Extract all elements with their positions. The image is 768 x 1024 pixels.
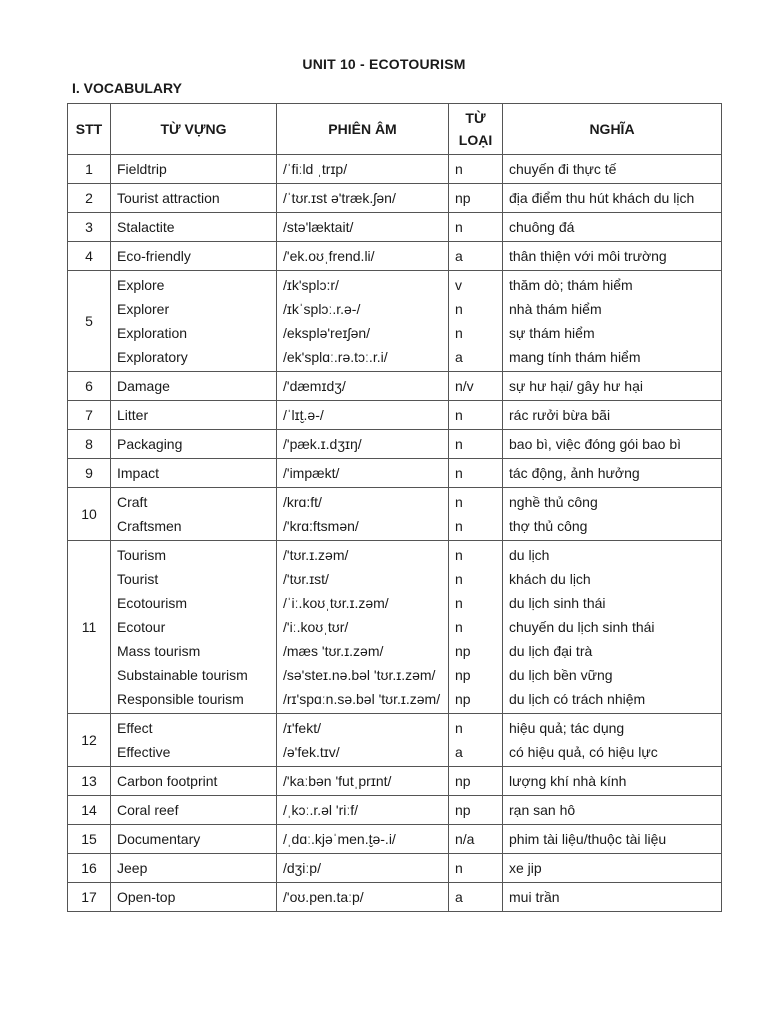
pos-cell bbox=[449, 767, 503, 796]
table-header-row bbox=[68, 104, 722, 155]
table-row bbox=[68, 430, 722, 459]
meaning-cell bbox=[503, 242, 722, 271]
pos-line: np bbox=[455, 802, 471, 818]
meaning-line: nhà thám hiểm bbox=[509, 301, 602, 317]
word-line: Litter bbox=[117, 407, 149, 423]
pos-cell bbox=[449, 488, 503, 541]
word-cell bbox=[111, 488, 277, 541]
pos-line: n bbox=[455, 219, 463, 235]
word-line: Tourist bbox=[117, 571, 159, 587]
ipa-cell bbox=[277, 541, 449, 714]
word-cell bbox=[111, 541, 277, 714]
meaning-line: địa điểm thu hút khách du lịch bbox=[509, 190, 695, 206]
pos-line: n bbox=[455, 619, 463, 635]
word-cell bbox=[111, 796, 277, 825]
table-row bbox=[68, 459, 722, 488]
stt-cell: 8 bbox=[68, 430, 111, 459]
table-row bbox=[68, 213, 722, 242]
header-pos bbox=[449, 104, 503, 155]
meaning-line: du lịch có trách nhiệm bbox=[509, 691, 646, 707]
ipa-cell bbox=[277, 767, 449, 796]
pos-line: np bbox=[455, 667, 471, 683]
stt-cell: 3 bbox=[68, 213, 111, 242]
word-cell bbox=[111, 184, 277, 213]
ipa-line: /krɑ:ft/ bbox=[283, 494, 322, 510]
meaning-line: mui trần bbox=[509, 889, 560, 905]
pos-line: np bbox=[455, 190, 471, 206]
word-line: Ecotour bbox=[117, 619, 166, 635]
word-line: Exploratory bbox=[117, 349, 188, 365]
stt-cell: 14 bbox=[68, 796, 111, 825]
word-line: Coral reef bbox=[117, 802, 179, 818]
ipa-cell bbox=[277, 430, 449, 459]
ipa-cell bbox=[277, 459, 449, 488]
ipa-line: /rɪ'spɑːn.sə.bəl 'tʊr.ɪ.zəm/ bbox=[283, 691, 441, 707]
word-line: Packaging bbox=[117, 436, 183, 452]
meaning-line: thợ thủ công bbox=[509, 518, 588, 534]
ipa-line: /'tʊr.ɪst/ bbox=[283, 571, 329, 587]
header-pos-line2: LOẠI bbox=[458, 132, 493, 148]
meaning-line: chuyến du lịch sinh thái bbox=[509, 619, 655, 635]
meaning-line: chuông đá bbox=[509, 219, 575, 235]
pos-line: a bbox=[455, 744, 463, 760]
table-row bbox=[68, 541, 722, 714]
word-line: Damage bbox=[117, 378, 170, 394]
ipa-line: /'iː.koʊˌtʊr/ bbox=[283, 619, 349, 635]
meaning-line: thăm dò; thám hiểm bbox=[509, 277, 633, 293]
word-line: Tourist attraction bbox=[117, 190, 220, 206]
ipa-line: /'pæk.ɪ.dʒɪŋ/ bbox=[283, 436, 362, 452]
stt-cell: 15 bbox=[68, 825, 111, 854]
word-line: Craft bbox=[117, 494, 148, 510]
stt-cell: 10 bbox=[68, 488, 111, 541]
word-line: Responsible tourism bbox=[117, 691, 244, 707]
word-cell bbox=[111, 459, 277, 488]
meaning-line: chuyến đi thực tế bbox=[509, 161, 617, 177]
ipa-line: /ˈtʊr.ɪst ə'træk.ʃən/ bbox=[283, 190, 396, 206]
vocabulary-table bbox=[67, 103, 722, 912]
meaning-line: bao bì, việc đóng gói bao bì bbox=[509, 436, 682, 452]
pos-cell bbox=[449, 213, 503, 242]
word-line: Explorer bbox=[117, 301, 170, 317]
pos-line: n bbox=[455, 161, 463, 177]
word-cell bbox=[111, 213, 277, 242]
word-line: Stalactite bbox=[117, 219, 175, 235]
ipa-cell bbox=[277, 271, 449, 372]
meaning-line: khách du lịch bbox=[509, 571, 591, 587]
ipa-cell bbox=[277, 714, 449, 767]
word-line: Ecotourism bbox=[117, 595, 188, 611]
word-cell bbox=[111, 430, 277, 459]
word-cell bbox=[111, 242, 277, 271]
pos-cell bbox=[449, 155, 503, 184]
meaning-cell bbox=[503, 401, 722, 430]
word-line: Mass tourism bbox=[117, 643, 201, 659]
ipa-line: /ˈiː.koʊˌtʊr.ɪ.zəm/ bbox=[283, 595, 389, 611]
word-line: Jeep bbox=[117, 860, 148, 876]
meaning-cell bbox=[503, 213, 722, 242]
section-heading: I. VOCABULARY bbox=[72, 80, 182, 96]
meaning-line: rác rưởi bừa bãi bbox=[509, 407, 611, 423]
stt-cell: 16 bbox=[68, 854, 111, 883]
table-row bbox=[68, 825, 722, 854]
ipa-line: /ɪk'splɔ:r/ bbox=[283, 277, 339, 293]
table-row bbox=[68, 488, 722, 541]
meaning-line: thân thiện với môi trường bbox=[509, 248, 667, 264]
meaning-cell bbox=[503, 854, 722, 883]
stt-cell: 4 bbox=[68, 242, 111, 271]
meaning-line: sự thám hiểm bbox=[509, 325, 595, 341]
stt-cell: 2 bbox=[68, 184, 111, 213]
pos-cell bbox=[449, 401, 503, 430]
word-cell bbox=[111, 271, 277, 372]
ipa-line: /'impækt/ bbox=[283, 465, 340, 481]
ipa-cell bbox=[277, 372, 449, 401]
ipa-line: /'krɑ:ftsmən/ bbox=[283, 518, 359, 534]
header-ipa: PHIÊN ÂM bbox=[277, 104, 449, 155]
meaning-cell bbox=[503, 767, 722, 796]
stt-cell: 11 bbox=[68, 541, 111, 714]
pos-cell bbox=[449, 825, 503, 854]
pos-line: n bbox=[455, 547, 463, 563]
pos-line: n bbox=[455, 518, 463, 534]
ipa-line: /mæs 'tʊr.ɪ.zəm/ bbox=[283, 643, 384, 659]
meaning-line: du lịch sinh thái bbox=[509, 595, 606, 611]
word-cell bbox=[111, 825, 277, 854]
pos-cell bbox=[449, 796, 503, 825]
meaning-cell bbox=[503, 488, 722, 541]
meaning-cell bbox=[503, 184, 722, 213]
pos-cell bbox=[449, 459, 503, 488]
table-row bbox=[68, 883, 722, 912]
meaning-cell bbox=[503, 372, 722, 401]
table-row bbox=[68, 401, 722, 430]
header-stt: STT bbox=[68, 104, 111, 155]
ipa-cell bbox=[277, 488, 449, 541]
meaning-line: xe jip bbox=[509, 860, 542, 876]
ipa-line: /ɪkˈsplɔː.r.ə-/ bbox=[283, 301, 361, 317]
ipa-cell bbox=[277, 401, 449, 430]
pos-cell bbox=[449, 854, 503, 883]
pos-line: n bbox=[455, 301, 463, 317]
ipa-line: /eksplə'reɪʃən/ bbox=[283, 325, 371, 341]
table-row bbox=[68, 242, 722, 271]
word-cell bbox=[111, 767, 277, 796]
word-line: Explore bbox=[117, 277, 165, 293]
meaning-cell bbox=[503, 155, 722, 184]
pos-line: n bbox=[455, 436, 463, 452]
pos-line: a bbox=[455, 889, 463, 905]
pos-cell bbox=[449, 242, 503, 271]
table-row bbox=[68, 854, 722, 883]
word-line: Tourism bbox=[117, 547, 167, 563]
meaning-line: phim tài liệu/thuộc tài liệu bbox=[509, 831, 667, 847]
meaning-cell bbox=[503, 541, 722, 714]
ipa-line: /'ek.oʊˌfrend.li/ bbox=[283, 248, 375, 264]
stt-cell: 9 bbox=[68, 459, 111, 488]
stt-cell: 7 bbox=[68, 401, 111, 430]
word-cell bbox=[111, 155, 277, 184]
word-line: Effective bbox=[117, 744, 171, 760]
meaning-line: có hiệu quả, có hiệu lực bbox=[509, 744, 658, 760]
word-line: Eco-friendly bbox=[117, 248, 191, 264]
meaning-cell bbox=[503, 825, 722, 854]
pos-line: n bbox=[455, 720, 463, 736]
pos-line: np bbox=[455, 643, 471, 659]
ipa-line: /'tʊr.ɪ.zəm/ bbox=[283, 547, 349, 563]
table-row bbox=[68, 155, 722, 184]
word-cell bbox=[111, 883, 277, 912]
table-row bbox=[68, 372, 722, 401]
ipa-line: /ek'splɑː.rə.tɔː.r.i/ bbox=[283, 349, 388, 365]
ipa-cell bbox=[277, 213, 449, 242]
word-line: Documentary bbox=[117, 831, 201, 847]
meaning-line: du lịch bền vững bbox=[509, 667, 613, 683]
table-row bbox=[68, 767, 722, 796]
word-cell bbox=[111, 854, 277, 883]
pos-line: n bbox=[455, 860, 463, 876]
meaning-line: tác động, ảnh hưởng bbox=[509, 465, 640, 481]
word-cell bbox=[111, 372, 277, 401]
word-line: Craftsmen bbox=[117, 518, 182, 534]
ipa-line: /sə'steɪ.nə.bəl 'tʊr.ɪ.zəm/ bbox=[283, 667, 436, 683]
table-body bbox=[68, 155, 722, 912]
ipa-line: /'oʊ.pen.taːp/ bbox=[283, 889, 364, 905]
word-line: Carbon footprint bbox=[117, 773, 218, 789]
pos-line: n bbox=[455, 325, 463, 341]
pos-cell bbox=[449, 430, 503, 459]
ipa-line: /'kaːbən 'futˌprɪnt/ bbox=[283, 773, 392, 789]
pos-line: a bbox=[455, 349, 463, 365]
pos-cell bbox=[449, 883, 503, 912]
word-line: Substainable tourism bbox=[117, 667, 248, 683]
pos-line: n bbox=[455, 407, 463, 423]
pos-line: np bbox=[455, 773, 471, 789]
meaning-cell bbox=[503, 459, 722, 488]
word-line: Open-top bbox=[117, 889, 176, 905]
word-cell bbox=[111, 714, 277, 767]
ipa-line: /stə'læktait/ bbox=[283, 219, 354, 235]
table-row bbox=[68, 796, 722, 825]
stt-cell: 12 bbox=[68, 714, 111, 767]
pos-line: n bbox=[455, 571, 463, 587]
page-title: UNIT 10 - ECOTOURISM bbox=[302, 56, 466, 72]
meaning-line: nghề thủ công bbox=[509, 494, 598, 510]
meaning-line: lượng khí nhà kính bbox=[509, 773, 627, 789]
pos-cell bbox=[449, 271, 503, 372]
stt-cell: 1 bbox=[68, 155, 111, 184]
pos-cell bbox=[449, 714, 503, 767]
ipa-cell bbox=[277, 242, 449, 271]
meaning-cell bbox=[503, 883, 722, 912]
pos-line: np bbox=[455, 691, 471, 707]
pos-cell bbox=[449, 541, 503, 714]
pos-line: n bbox=[455, 465, 463, 481]
meaning-line: mang tính thám hiểm bbox=[509, 349, 641, 365]
ipa-cell bbox=[277, 854, 449, 883]
ipa-line: /ˈlɪt̬.ə-/ bbox=[283, 407, 324, 423]
header-pos-line1: TỪ bbox=[465, 110, 486, 126]
meaning-line: rạn san hô bbox=[509, 802, 576, 818]
word-line: Exploration bbox=[117, 325, 188, 341]
table-row bbox=[68, 184, 722, 213]
pos-line: n/v bbox=[455, 378, 474, 394]
pos-cell bbox=[449, 184, 503, 213]
word-cell bbox=[111, 401, 277, 430]
table-row bbox=[68, 714, 722, 767]
pos-line: a bbox=[455, 248, 463, 264]
ipa-cell bbox=[277, 825, 449, 854]
word-line: Effect bbox=[117, 720, 153, 736]
ipa-cell bbox=[277, 796, 449, 825]
ipa-line: /ə'fek.tɪv/ bbox=[283, 744, 340, 760]
stt-cell: 13 bbox=[68, 767, 111, 796]
table-row bbox=[68, 271, 722, 372]
stt-cell: 6 bbox=[68, 372, 111, 401]
pos-cell bbox=[449, 372, 503, 401]
header-word: TỪ VỰNG bbox=[111, 104, 277, 155]
ipa-line: /ɪ'fekt/ bbox=[283, 720, 322, 736]
ipa-cell bbox=[277, 883, 449, 912]
ipa-cell bbox=[277, 184, 449, 213]
meaning-cell bbox=[503, 714, 722, 767]
ipa-line: /ˌkɔː.r.əl 'riːf/ bbox=[283, 802, 359, 818]
ipa-line: /ˈfiːld ˌtrɪp/ bbox=[283, 161, 348, 177]
meaning-line: du lịch bbox=[509, 547, 550, 563]
meaning-line: sự hư hại/ gây hư hại bbox=[509, 378, 643, 394]
stt-cell: 5 bbox=[68, 271, 111, 372]
stt-cell: 17 bbox=[68, 883, 111, 912]
ipa-line: /'dæmɪdʒ/ bbox=[283, 378, 346, 394]
meaning-cell bbox=[503, 796, 722, 825]
ipa-line: /ˌdɑː.kjəˈmen.t̬ə-.i/ bbox=[283, 831, 396, 847]
pos-line: n bbox=[455, 494, 463, 510]
ipa-line: /dʒiːp/ bbox=[283, 860, 321, 876]
pos-line: n bbox=[455, 595, 463, 611]
meaning-cell bbox=[503, 271, 722, 372]
header-meaning: NGHĨA bbox=[503, 104, 722, 155]
meaning-line: hiệu quả; tác dụng bbox=[509, 720, 625, 736]
meaning-line: du lịch đại trà bbox=[509, 643, 593, 659]
word-line: Impact bbox=[117, 465, 160, 481]
meaning-cell bbox=[503, 430, 722, 459]
pos-line: v bbox=[455, 277, 462, 293]
ipa-cell bbox=[277, 155, 449, 184]
word-line: Fieldtrip bbox=[117, 161, 167, 177]
pos-line: n/a bbox=[455, 831, 475, 847]
